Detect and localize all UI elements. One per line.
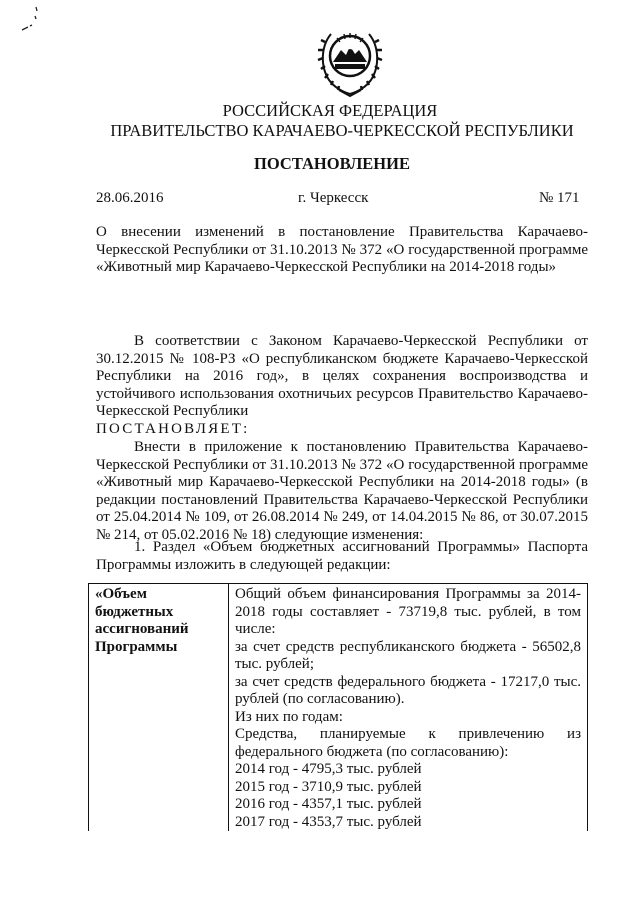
item-1-paragraph: 1. Раздел «Объем бюджетных ассигнований Программы» Паспорта Программы изложить в следующей редакции: (96, 539, 588, 573)
funding-republic: за счет средств республиканского бюджета - 56502,8 тыс. рублей; (235, 638, 581, 672)
amendment-paragraph: Внести в приложение к постановлению Правительства Карачаево-Черкесской Республики от 31.10.2013 № 372 «О государственной программе «Животный мир Карачаево-Черкесской Республики на 2014-2018 годы» (в редакции постановлений Правительства Карачаево-Черкесской Республики от 25.04.2014 № 109, от 26.08.2014 № 249, от 14.04.2015 № 86, от 30.07.2015 № 214, от 05.02.2016 № 18) следующие изменения: (96, 439, 588, 543)
header-country: РОССИЙСКАЯ ФЕДЕРАЦИЯ (222, 101, 438, 120)
year-row-2015: 2015 год - 3710,9 тыс. рублей (235, 778, 422, 795)
table-value-cell (229, 584, 588, 832)
funding-federal: за счет средств федерального бюджета - 17217,0 тыс. рублей (по согласованию). (235, 673, 581, 707)
document-title: ПОСТАНОВЛЕНИЕ (254, 154, 410, 173)
year-row-2014: 2014 год - 4795,3 тыс. рублей (235, 761, 422, 777)
resolves-heading: ПОСТАНОВЛЯЕТ: (96, 421, 250, 437)
document-subject: О внесении изменений в постановление Правительства Карачаево-Черкесской Республики от 31.10.2013 № 372 «О государственной программе «Животный мир Карачаево-Черкесской Республики на 2014-2018 годы» (96, 224, 588, 275)
year-row-2016: 2016 год - 4357,1 тыс. рублей (235, 796, 422, 812)
document-city: г. Черкесск (298, 190, 369, 206)
document-number: № 171 (539, 190, 580, 206)
legal-basis-paragraph: В соответствии с Законом Карачаево-Черкесской Республики от 30.12.2015 № 108-РЗ «О республиканском бюджете Карачаево-Черкесской Республики на 2016 год», в целях сохранения воспроизводства и устойчивого использования охотничьих ресурсов Правительство Карачаево-Черкесской Республики (96, 333, 588, 419)
table-row (89, 584, 588, 832)
header-government: ПРАВИТЕЛЬСТВО КАРАЧАЕВО-ЧЕРКЕССКОЙ РЕСПУБЛИКИ (110, 121, 574, 140)
document-date: 28.06.2016 (96, 190, 164, 206)
federal-planned-heading: Средства, планируемые к привлечению из федерального бюджета (по согласованию): (235, 726, 581, 760)
passport-table (88, 583, 588, 831)
funding-total: Общий объем финансирования Программы за 2014-2018 годы составляет - 73719,8 тыс. рублей, в том числе: (235, 586, 581, 637)
by-years-heading: Из них по годам: (235, 708, 343, 725)
table-label-cell: «Объем бюджетных ассигнований Программы (89, 584, 229, 832)
coat-of-arms-emblem (317, 20, 383, 100)
scan-marks (8, 4, 48, 34)
year-row-2017: 2017 год - 4353,7 тыс. рублей (235, 813, 422, 830)
